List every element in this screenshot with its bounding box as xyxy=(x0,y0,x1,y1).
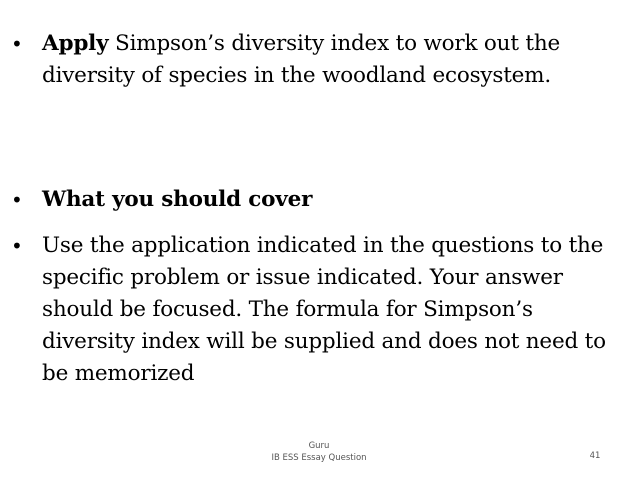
footer-subtitle: IB ESS Essay Question xyxy=(271,453,367,463)
footer xyxy=(0,440,638,464)
bullet-bold-lead: What you should cover xyxy=(42,187,313,212)
bullet-bold-lead: Apply xyxy=(42,31,109,56)
bullet-apply xyxy=(11,28,632,92)
bullet-text: Use the application indicated in the questions to the specific problem or issue indicated. Your answer should be focused. The formula for Simpson’s diversity index will be supplied and does not need to be memorized xyxy=(42,233,606,386)
page-number: 41 xyxy=(589,451,601,461)
bullet-text: Simpson’s diversity index to work out the diversity of species in the woodland ecosystem. xyxy=(42,31,561,88)
bullet-dot: • xyxy=(11,234,23,258)
bullet-dot: • xyxy=(11,188,23,212)
bullet-what-to-cover xyxy=(11,184,632,216)
bullet-dot: • xyxy=(11,32,23,56)
bullet-instructions xyxy=(11,230,632,390)
footer-author: Guru xyxy=(308,441,330,451)
